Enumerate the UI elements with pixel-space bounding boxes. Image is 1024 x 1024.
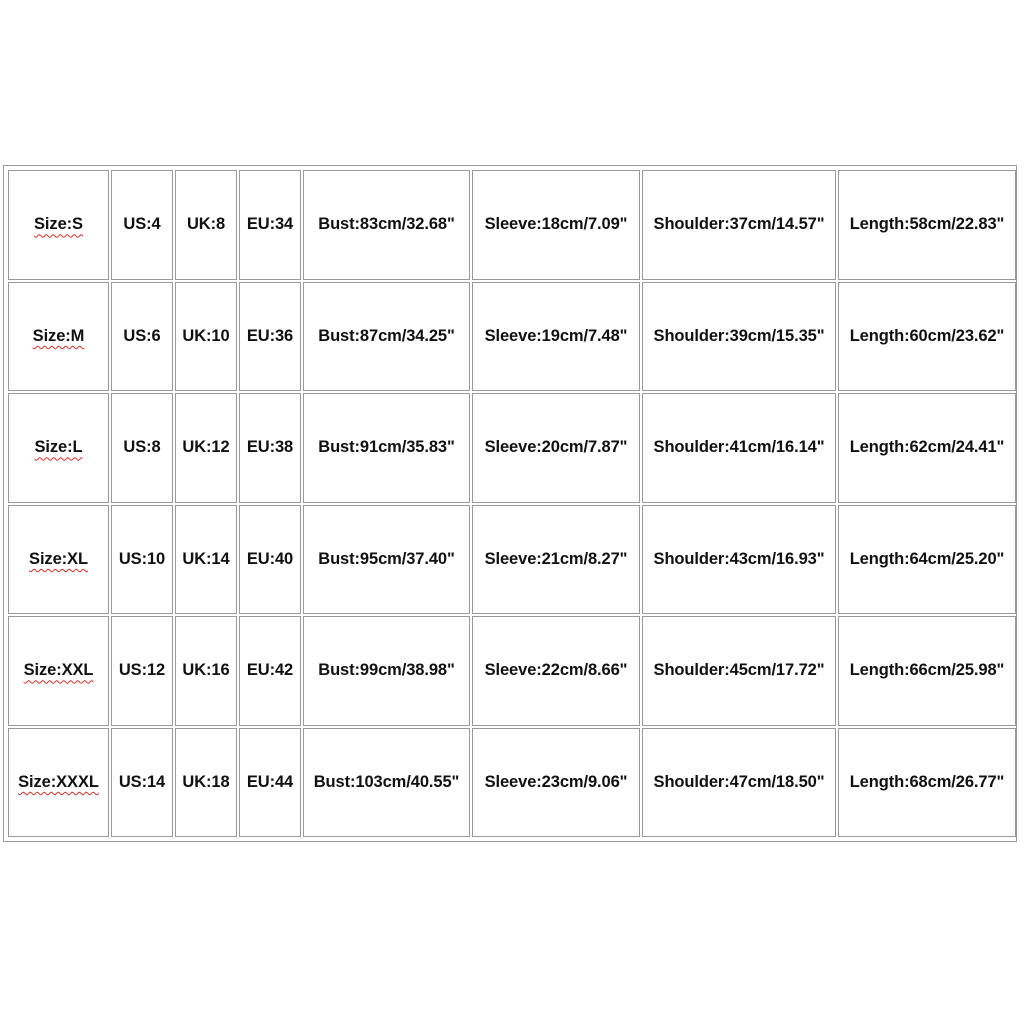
sleeve-cell: Sleeve:21cm/8.27" xyxy=(472,505,640,615)
bust-cell: Bust:103cm/40.55" xyxy=(303,728,470,838)
sleeve-cell: Sleeve:22cm/8.66" xyxy=(472,616,640,726)
shoulder-cell: Shoulder:43cm/16.93" xyxy=(642,505,836,615)
size-label: Size:M xyxy=(32,326,85,345)
eu-size-cell: EU:42 xyxy=(239,616,301,726)
eu-size-cell: EU:44 xyxy=(239,728,301,838)
size-label: Size:L xyxy=(34,438,83,457)
bust-cell: Bust:91cm/35.83" xyxy=(303,393,470,503)
eu-size-cell: EU:38 xyxy=(239,393,301,503)
bust-cell: Bust:87cm/34.25" xyxy=(303,282,470,392)
size-label: Size:XL xyxy=(29,549,88,568)
length-cell: Length:62cm/24.41" xyxy=(838,393,1016,503)
bust-cell: Bust:99cm/38.98" xyxy=(303,616,470,726)
bust-cell: Bust:83cm/32.68" xyxy=(303,170,470,280)
size-cell xyxy=(8,616,109,726)
size-label: Size:XXXL xyxy=(18,772,99,791)
eu-size-cell: EU:40 xyxy=(239,505,301,615)
size-cell xyxy=(8,728,109,838)
size-cell xyxy=(8,393,109,503)
us-size-cell: US:8 xyxy=(111,393,173,503)
uk-size-cell: UK:10 xyxy=(175,282,237,392)
shoulder-cell: Shoulder:45cm/17.72" xyxy=(642,616,836,726)
length-cell: Length:58cm/22.83" xyxy=(838,170,1016,280)
shoulder-cell: Shoulder:41cm/16.14" xyxy=(642,393,836,503)
uk-size-cell: UK:12 xyxy=(175,393,237,503)
us-size-cell: US:10 xyxy=(111,505,173,615)
size-label: Size:XXL xyxy=(23,661,94,680)
length-cell: Length:64cm/25.20" xyxy=(838,505,1016,615)
sleeve-cell: Sleeve:18cm/7.09" xyxy=(472,170,640,280)
size-label: Size:S xyxy=(34,215,83,234)
eu-size-cell: EU:36 xyxy=(239,282,301,392)
us-size-cell: US:6 xyxy=(111,282,173,392)
uk-size-cell: UK:18 xyxy=(175,728,237,838)
size-chart-table xyxy=(3,165,1017,842)
table-row xyxy=(8,616,1016,726)
us-size-cell: US:4 xyxy=(111,170,173,280)
bust-cell: Bust:95cm/37.40" xyxy=(303,505,470,615)
table-row xyxy=(8,505,1016,615)
length-cell: Length:68cm/26.77" xyxy=(838,728,1016,838)
sleeve-cell: Sleeve:23cm/9.06" xyxy=(472,728,640,838)
table-row xyxy=(8,393,1016,503)
uk-size-cell: UK:8 xyxy=(175,170,237,280)
table-row xyxy=(8,282,1016,392)
size-cell xyxy=(8,282,109,392)
sleeve-cell: Sleeve:19cm/7.48" xyxy=(472,282,640,392)
length-cell: Length:60cm/23.62" xyxy=(838,282,1016,392)
length-cell: Length:66cm/25.98" xyxy=(838,616,1016,726)
uk-size-cell: UK:14 xyxy=(175,505,237,615)
shoulder-cell: Shoulder:37cm/14.57" xyxy=(642,170,836,280)
us-size-cell: US:14 xyxy=(111,728,173,838)
table-row xyxy=(8,728,1016,838)
size-cell xyxy=(8,170,109,280)
shoulder-cell: Shoulder:39cm/15.35" xyxy=(642,282,836,392)
uk-size-cell: UK:16 xyxy=(175,616,237,726)
shoulder-cell: Shoulder:47cm/18.50" xyxy=(642,728,836,838)
eu-size-cell: EU:34 xyxy=(239,170,301,280)
size-chart-grid xyxy=(6,168,1018,839)
size-cell xyxy=(8,505,109,615)
us-size-cell: US:12 xyxy=(111,616,173,726)
sleeve-cell: Sleeve:20cm/7.87" xyxy=(472,393,640,503)
table-row xyxy=(8,170,1016,280)
